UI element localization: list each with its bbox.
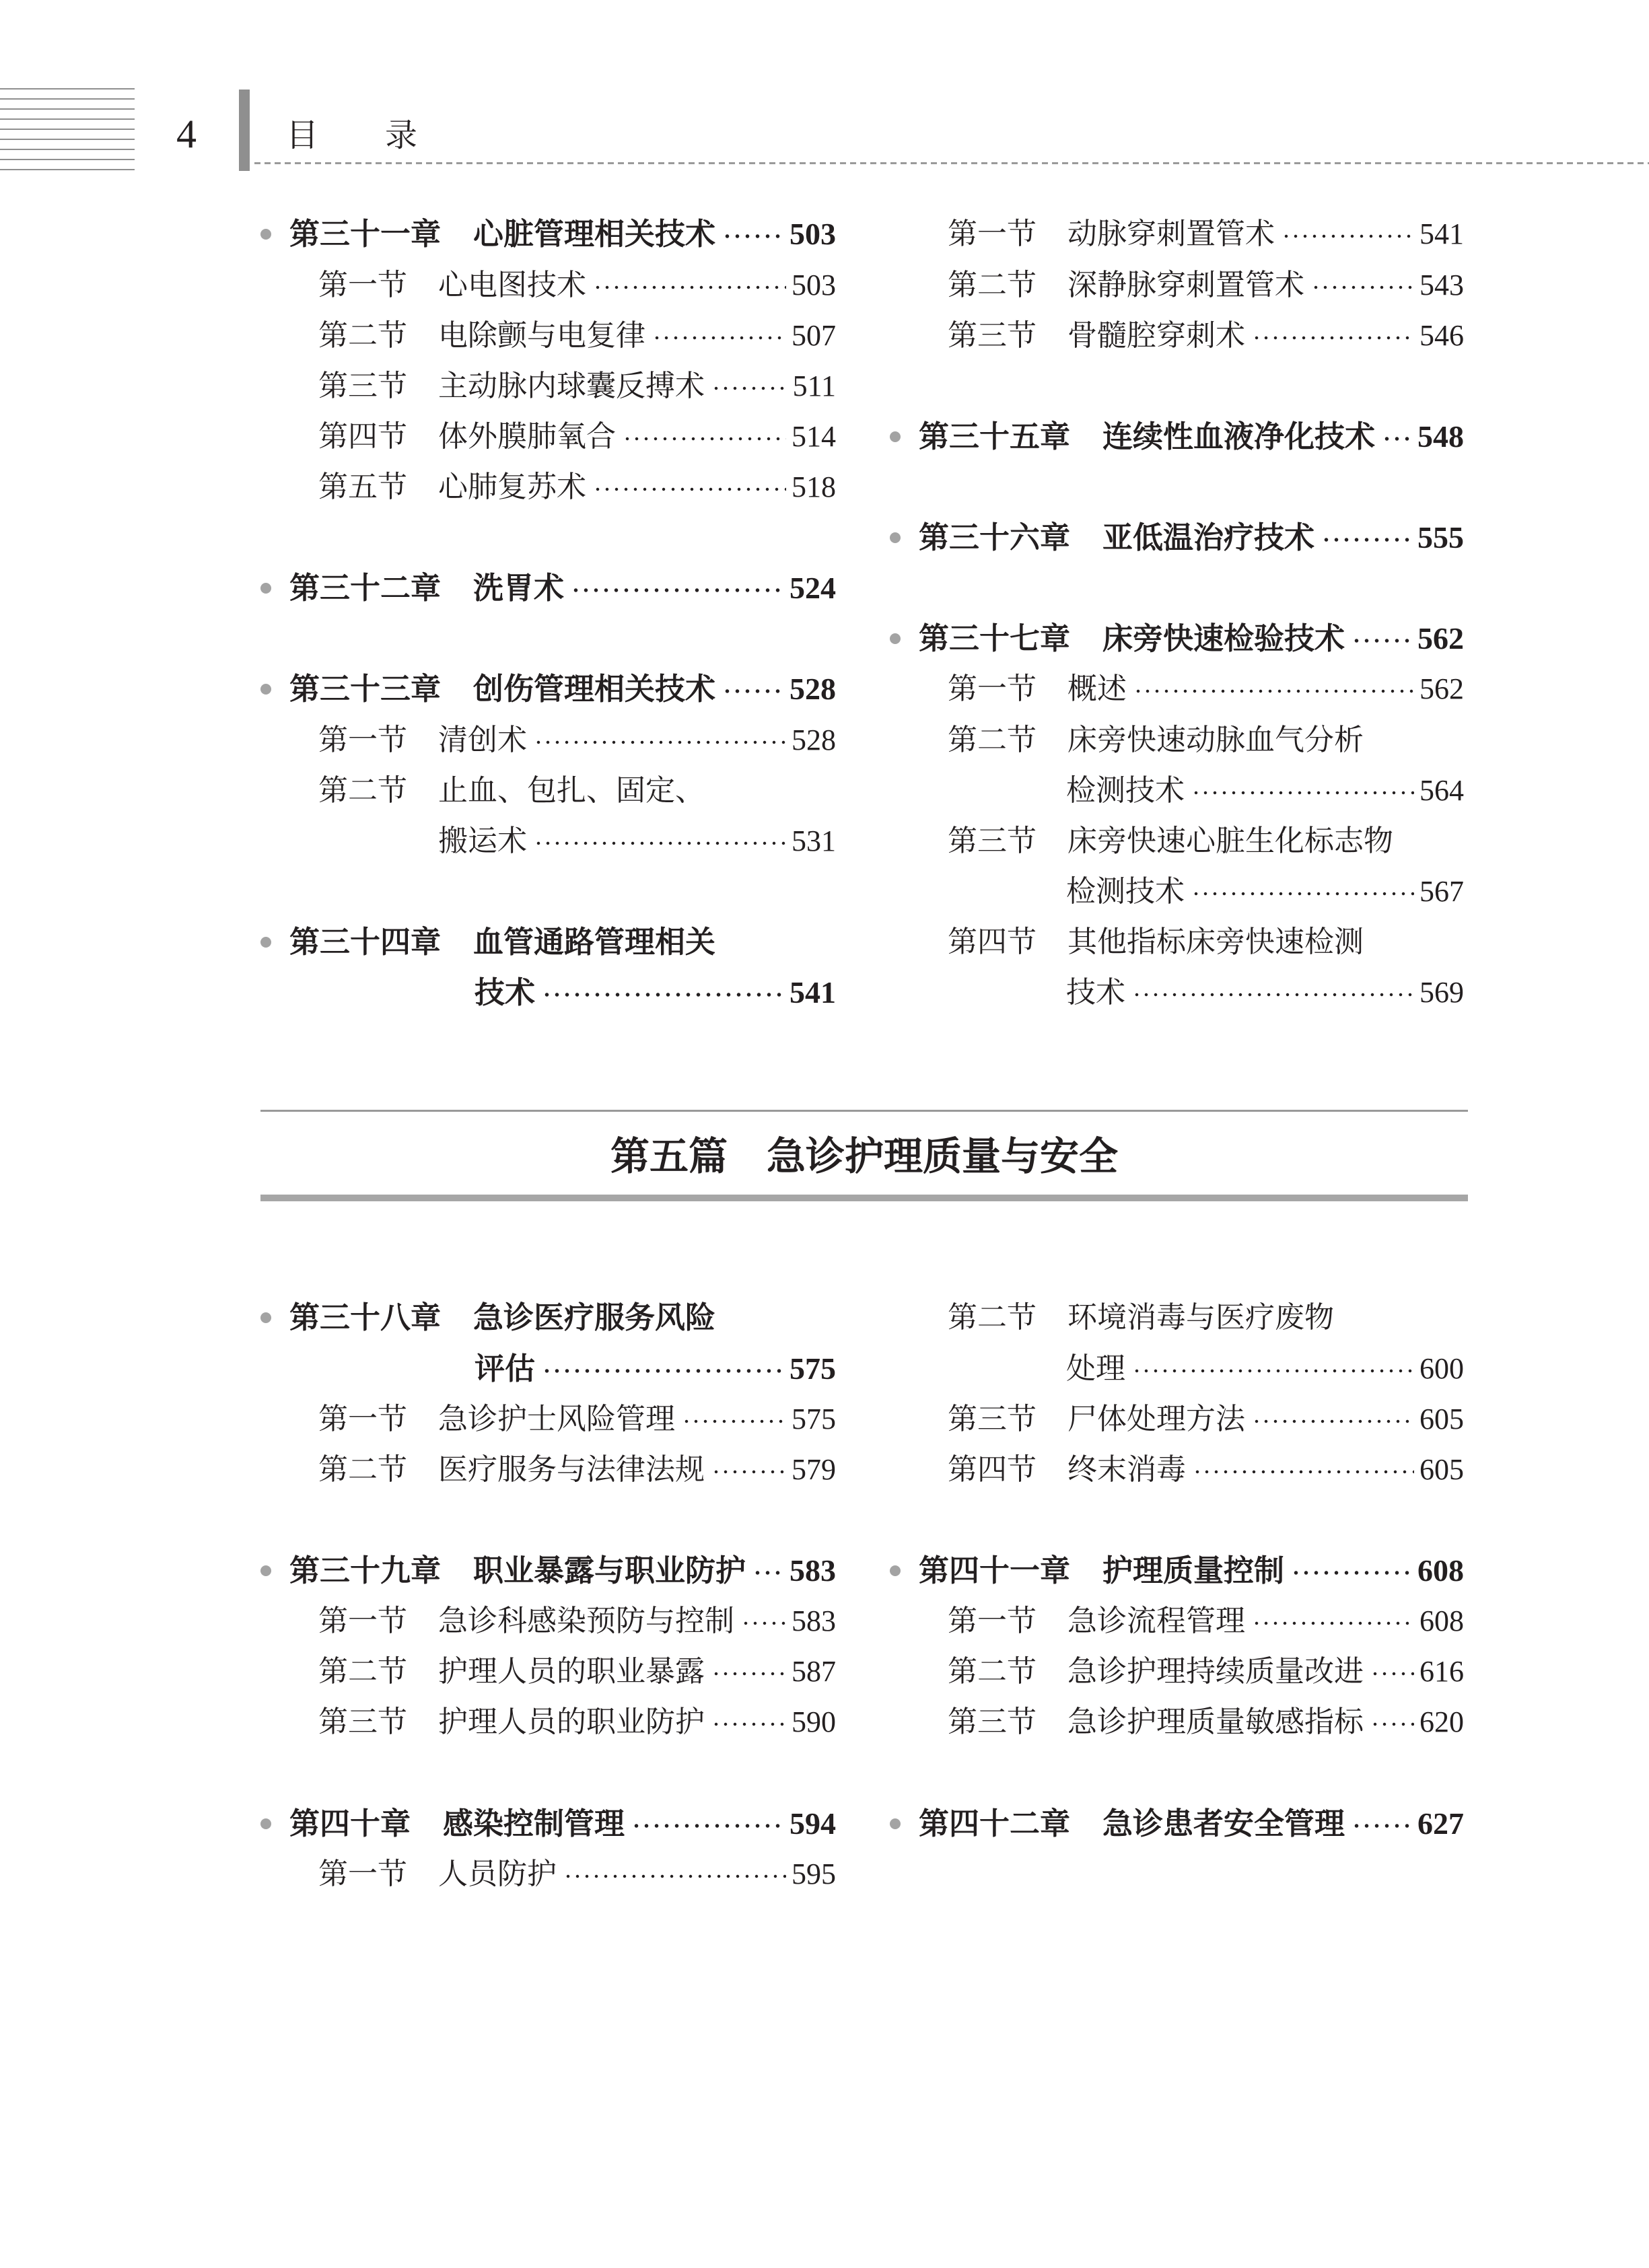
toc-section: [318, 765, 836, 816]
section-number: 第二节: [318, 1453, 407, 1486]
dot-leader: [1252, 1596, 1414, 1646]
toc-section: [318, 1646, 836, 1697]
dot-leader: [1382, 411, 1412, 462]
page-number: 511: [792, 369, 836, 402]
page-number: 616: [1419, 1655, 1464, 1688]
chapter-number: 第三十九章: [289, 1553, 442, 1588]
page-number: 605: [1419, 1403, 1464, 1436]
dot-leader: [1193, 1444, 1414, 1495]
toc-chapter: [919, 613, 1464, 664]
section-title: 止血、包扎、固定、: [438, 774, 705, 807]
header-vertical-bar: [239, 90, 250, 171]
part-bottom-rule: [260, 1195, 1468, 1201]
section-title: 心电图技术: [438, 269, 586, 302]
section-title: 其他指标床旁快速检测: [1067, 925, 1364, 958]
toc-chapter: [289, 1292, 836, 1343]
section-number: 第五节: [318, 470, 407, 503]
section-number: 第二节: [318, 319, 407, 352]
bullet-icon: [890, 1565, 901, 1576]
chapter-title: 急诊医疗服务风险: [473, 1300, 716, 1335]
chapter-title: 亚低温治疗技术: [1102, 520, 1315, 555]
toc-section: [948, 816, 1464, 866]
page-number: 562: [1417, 621, 1464, 655]
section-title: 深静脉穿刺置管术: [1067, 269, 1304, 302]
dot-leader: [1133, 664, 1414, 714]
chapter-title: 创伤管理相关技术: [473, 672, 716, 706]
toc-section: [318, 1697, 836, 1747]
bullet-icon: [260, 1312, 271, 1323]
dot-leader: [722, 664, 784, 714]
section-number: 第二节: [948, 269, 1037, 302]
toc-chapter: [289, 917, 836, 967]
chapter-title: 心脏管理相关技术: [473, 217, 716, 251]
toc-section: [318, 1394, 836, 1444]
section-title: 终末消毒: [1067, 1453, 1186, 1486]
page-number: 514: [792, 420, 836, 453]
page-number: 608: [1419, 1604, 1464, 1637]
toc-section: [948, 260, 1464, 310]
toc-chapter: [919, 411, 1464, 462]
toc-section: [318, 260, 836, 310]
bullet-icon: [890, 431, 901, 442]
page-number: 564: [1419, 774, 1464, 807]
toc-section: [948, 715, 1464, 765]
section-number: 第一节: [318, 1604, 407, 1637]
toc-section-continuation: [1066, 866, 1464, 917]
chapter-number: 第三十八章: [289, 1300, 442, 1335]
chapter-title-continued: 技术: [475, 975, 536, 1009]
chapter-number: 第四十一章: [919, 1553, 1071, 1588]
section-number: 第一节: [318, 1857, 407, 1890]
toc-chapter: [289, 664, 836, 714]
toc-section: [948, 1646, 1464, 1697]
page-number: 567: [1419, 875, 1464, 908]
section-title: 急诊科感染预防与控制: [438, 1604, 734, 1637]
section-number: 第三节: [318, 1705, 407, 1738]
section-title-continued: 处理: [1066, 1352, 1125, 1385]
section-title: 医疗服务与法律法规: [438, 1453, 705, 1486]
page-number: 595: [792, 1857, 836, 1890]
section-number: 第二节: [318, 1655, 407, 1688]
section-title: 护理人员的职业防护: [438, 1705, 705, 1738]
header-decorative-lines: [0, 88, 135, 172]
section-number: 第二节: [318, 774, 407, 807]
bullet-icon: [260, 937, 271, 948]
page-number: 524: [790, 571, 836, 605]
page-number-header: 4: [176, 112, 197, 156]
toc-chapter-continuation: [475, 967, 836, 1018]
dot-leader: [711, 1444, 786, 1495]
toc-chapter: [919, 1798, 1464, 1849]
section-number: 第一节: [318, 723, 407, 756]
dot-leader: [1352, 1798, 1412, 1849]
dot-leader: [752, 1545, 784, 1596]
dot-leader: [1321, 512, 1412, 563]
section-title: 动脉穿刺置管术: [1067, 217, 1275, 250]
section-number: 第二节: [948, 723, 1037, 756]
toc-section-continuation: [1066, 1343, 1464, 1394]
bullet-icon: [260, 229, 271, 240]
page-number: 605: [1419, 1453, 1464, 1486]
page-number: 579: [792, 1453, 836, 1486]
page-number: 531: [792, 824, 836, 857]
dot-leader: [1252, 1394, 1414, 1444]
section-title: 急诊护理质量敏感指标: [1067, 1705, 1364, 1738]
chapter-number: 第三十七章: [919, 621, 1071, 655]
chapter-title: 职业暴露与职业防护: [473, 1553, 746, 1588]
dot-leader: [1191, 866, 1414, 917]
chapter-title: 洗胃术: [473, 571, 565, 605]
page-number: 590: [792, 1705, 836, 1738]
dot-leader: [1252, 310, 1414, 361]
chapter-number: 第三十二章: [289, 571, 442, 605]
chapter-title: 床旁快速检验技术: [1102, 621, 1345, 655]
toc-section: [948, 209, 1464, 259]
bullet-icon: [890, 1818, 901, 1829]
chapter-number: 第三十五章: [919, 419, 1071, 454]
section-title: 急诊护理持续质量改进: [1067, 1655, 1364, 1688]
chapter-number: 第四十二章: [919, 1806, 1071, 1841]
dot-leader: [711, 361, 787, 411]
section-number: 第二节: [948, 1655, 1037, 1688]
toc-chapter: [289, 1545, 836, 1596]
dot-leader: [1370, 1697, 1414, 1747]
bullet-icon: [890, 532, 901, 543]
section-number: 第三节: [948, 1403, 1037, 1436]
page-number: 575: [790, 1351, 836, 1386]
section-number: 第三节: [948, 1705, 1037, 1738]
page-number: 543: [1419, 269, 1464, 302]
dot-leader: [1191, 765, 1414, 816]
dot-leader: [534, 816, 786, 866]
page-number: 569: [1419, 976, 1464, 1009]
toc-chapter: [289, 563, 836, 613]
section-title: 主动脉内球囊反搏术: [438, 369, 705, 402]
part-title: 急诊护理质量与安全: [767, 1135, 1119, 1178]
dot-leader: [652, 310, 786, 361]
part-heading: [260, 1137, 1468, 1177]
header-dashed-rule: [254, 162, 1649, 164]
part-top-rule: [260, 1110, 1468, 1112]
bullet-icon: [890, 633, 901, 644]
bullet-icon: [260, 1565, 271, 1576]
page-number: 507: [792, 319, 836, 352]
page-number: 548: [1417, 419, 1464, 454]
page-number: 541: [1419, 217, 1464, 250]
section-title: 心肺复苏术: [438, 470, 586, 503]
section-number: 第四节: [948, 925, 1037, 958]
page-number: 587: [792, 1655, 836, 1688]
page-number: 503: [792, 269, 836, 302]
chapter-title: 急诊患者安全管理: [1102, 1806, 1345, 1841]
section-title: 急诊流程管理: [1067, 1604, 1245, 1637]
chapter-title: 感染控制管理: [443, 1806, 625, 1841]
chapter-number: 第四十章: [289, 1806, 411, 1841]
dot-leader: [1291, 1545, 1412, 1596]
page-number: 620: [1419, 1705, 1464, 1738]
section-number: 第一节: [318, 269, 407, 302]
section-title: 概述: [1067, 672, 1127, 705]
section-title: 床旁快速心脏生化标志物: [1067, 824, 1393, 857]
dot-leader: [1370, 1646, 1414, 1697]
toc-section: [318, 411, 836, 462]
section-title: 清创术: [438, 723, 527, 756]
toc-section: [948, 664, 1464, 714]
toc-chapter: [289, 209, 836, 259]
chapter-title: 血管通路管理相关: [473, 925, 716, 959]
section-title-continued: 检测技术: [1066, 875, 1185, 908]
dot-leader: [631, 1798, 784, 1849]
section-number: 第二节: [948, 1301, 1037, 1334]
chapter-title-continued: 评估: [475, 1351, 536, 1386]
toc-section: [948, 917, 1464, 967]
dot-leader: [1282, 209, 1414, 259]
chapter-title: 连续性血液净化技术: [1102, 419, 1376, 454]
section-number: 第三节: [948, 319, 1037, 352]
section-title: 尸体处理方法: [1067, 1403, 1245, 1436]
toc-section: [948, 1697, 1464, 1747]
page-number: 562: [1419, 672, 1464, 705]
section-number: 第三节: [318, 369, 407, 402]
page-number: 555: [1417, 520, 1464, 555]
part-number: 第五篇: [610, 1135, 728, 1178]
dot-leader: [711, 1697, 786, 1747]
toc-section-continuation: [1066, 765, 1464, 816]
toc-section: [318, 1596, 836, 1646]
toc-chapter: [289, 1798, 836, 1849]
toc-section: [948, 1394, 1464, 1444]
dot-leader: [1132, 967, 1414, 1018]
toc-chapter: [919, 512, 1464, 563]
page-number: 575: [792, 1403, 836, 1436]
chapter-number: 第三十六章: [919, 520, 1071, 555]
dot-leader: [563, 1849, 786, 1899]
toc-section: [948, 1292, 1464, 1343]
toc-section: [318, 1849, 836, 1899]
section-number: 第四节: [948, 1453, 1037, 1486]
dot-leader: [1311, 260, 1414, 310]
dot-leader: [593, 260, 786, 310]
page-number: 528: [792, 723, 836, 756]
chapter-number: 第三十三章: [289, 672, 442, 706]
page-number: 583: [790, 1553, 836, 1588]
section-title: 床旁快速动脉血气分析: [1067, 723, 1364, 756]
dot-leader: [741, 1596, 786, 1646]
section-title: 体外膜肺氧合: [438, 420, 616, 453]
section-number: 第三节: [948, 824, 1037, 857]
section-number: 第一节: [318, 1403, 407, 1436]
section-title: 环境消毒与医疗废物: [1067, 1301, 1334, 1334]
toc-section-continuation: [1066, 967, 1464, 1018]
toc-section-continuation: [438, 816, 836, 866]
dot-leader: [542, 1343, 784, 1394]
page-number: 528: [790, 672, 836, 706]
dot-leader: [593, 462, 786, 512]
dot-leader: [1352, 613, 1412, 664]
toc-chapter: [919, 1545, 1464, 1596]
toc-chapter-continuation: [475, 1343, 836, 1394]
page-number: 583: [792, 1604, 836, 1637]
section-title: 电除颤与电复律: [438, 319, 645, 352]
bullet-icon: [260, 684, 271, 695]
dot-leader: [542, 967, 784, 1018]
section-number: 第四节: [318, 420, 407, 453]
dot-leader: [722, 209, 784, 259]
page-number: 608: [1417, 1553, 1464, 1588]
toc-section: [948, 310, 1464, 361]
dot-leader: [571, 563, 784, 613]
page-number: 541: [790, 975, 836, 1009]
page-number: 503: [790, 217, 836, 251]
dot-leader: [1132, 1343, 1414, 1394]
section-title: 骨髓腔穿刺术: [1067, 319, 1245, 352]
dot-leader: [534, 715, 786, 765]
toc-section: [318, 462, 836, 512]
chapter-title: 护理质量控制: [1102, 1553, 1285, 1588]
section-number: 第一节: [948, 672, 1037, 705]
toc-section: [318, 310, 836, 361]
section-number: 第一节: [948, 217, 1037, 250]
toc-section: [318, 361, 836, 411]
section-title: 急诊护士风险管理: [438, 1403, 675, 1436]
bullet-icon: [260, 1818, 271, 1829]
dot-leader: [711, 1646, 786, 1697]
toc-section: [318, 715, 836, 765]
chapter-number: 第三十四章: [289, 925, 442, 959]
section-title: 人员防护: [438, 1857, 557, 1890]
page-title: 目录: [286, 118, 485, 153]
section-title-continued: 检测技术: [1066, 774, 1185, 807]
page-number: 627: [1417, 1806, 1464, 1841]
toc-section: [318, 1444, 836, 1495]
dot-leader: [682, 1394, 786, 1444]
page-number: 594: [790, 1806, 836, 1841]
chapter-number: 第三十一章: [289, 217, 442, 251]
section-title: 护理人员的职业暴露: [438, 1655, 705, 1688]
page-number: 518: [792, 470, 836, 503]
section-number: 第一节: [948, 1604, 1037, 1637]
bullet-icon: [260, 583, 271, 594]
toc-section: [948, 1444, 1464, 1495]
section-title-continued: 技术: [1066, 976, 1125, 1009]
dot-leader: [623, 411, 786, 462]
section-title-continued: 搬运术: [438, 824, 527, 857]
page-number: 600: [1419, 1352, 1464, 1385]
toc-section: [948, 1596, 1464, 1646]
page-number: 546: [1419, 319, 1464, 352]
